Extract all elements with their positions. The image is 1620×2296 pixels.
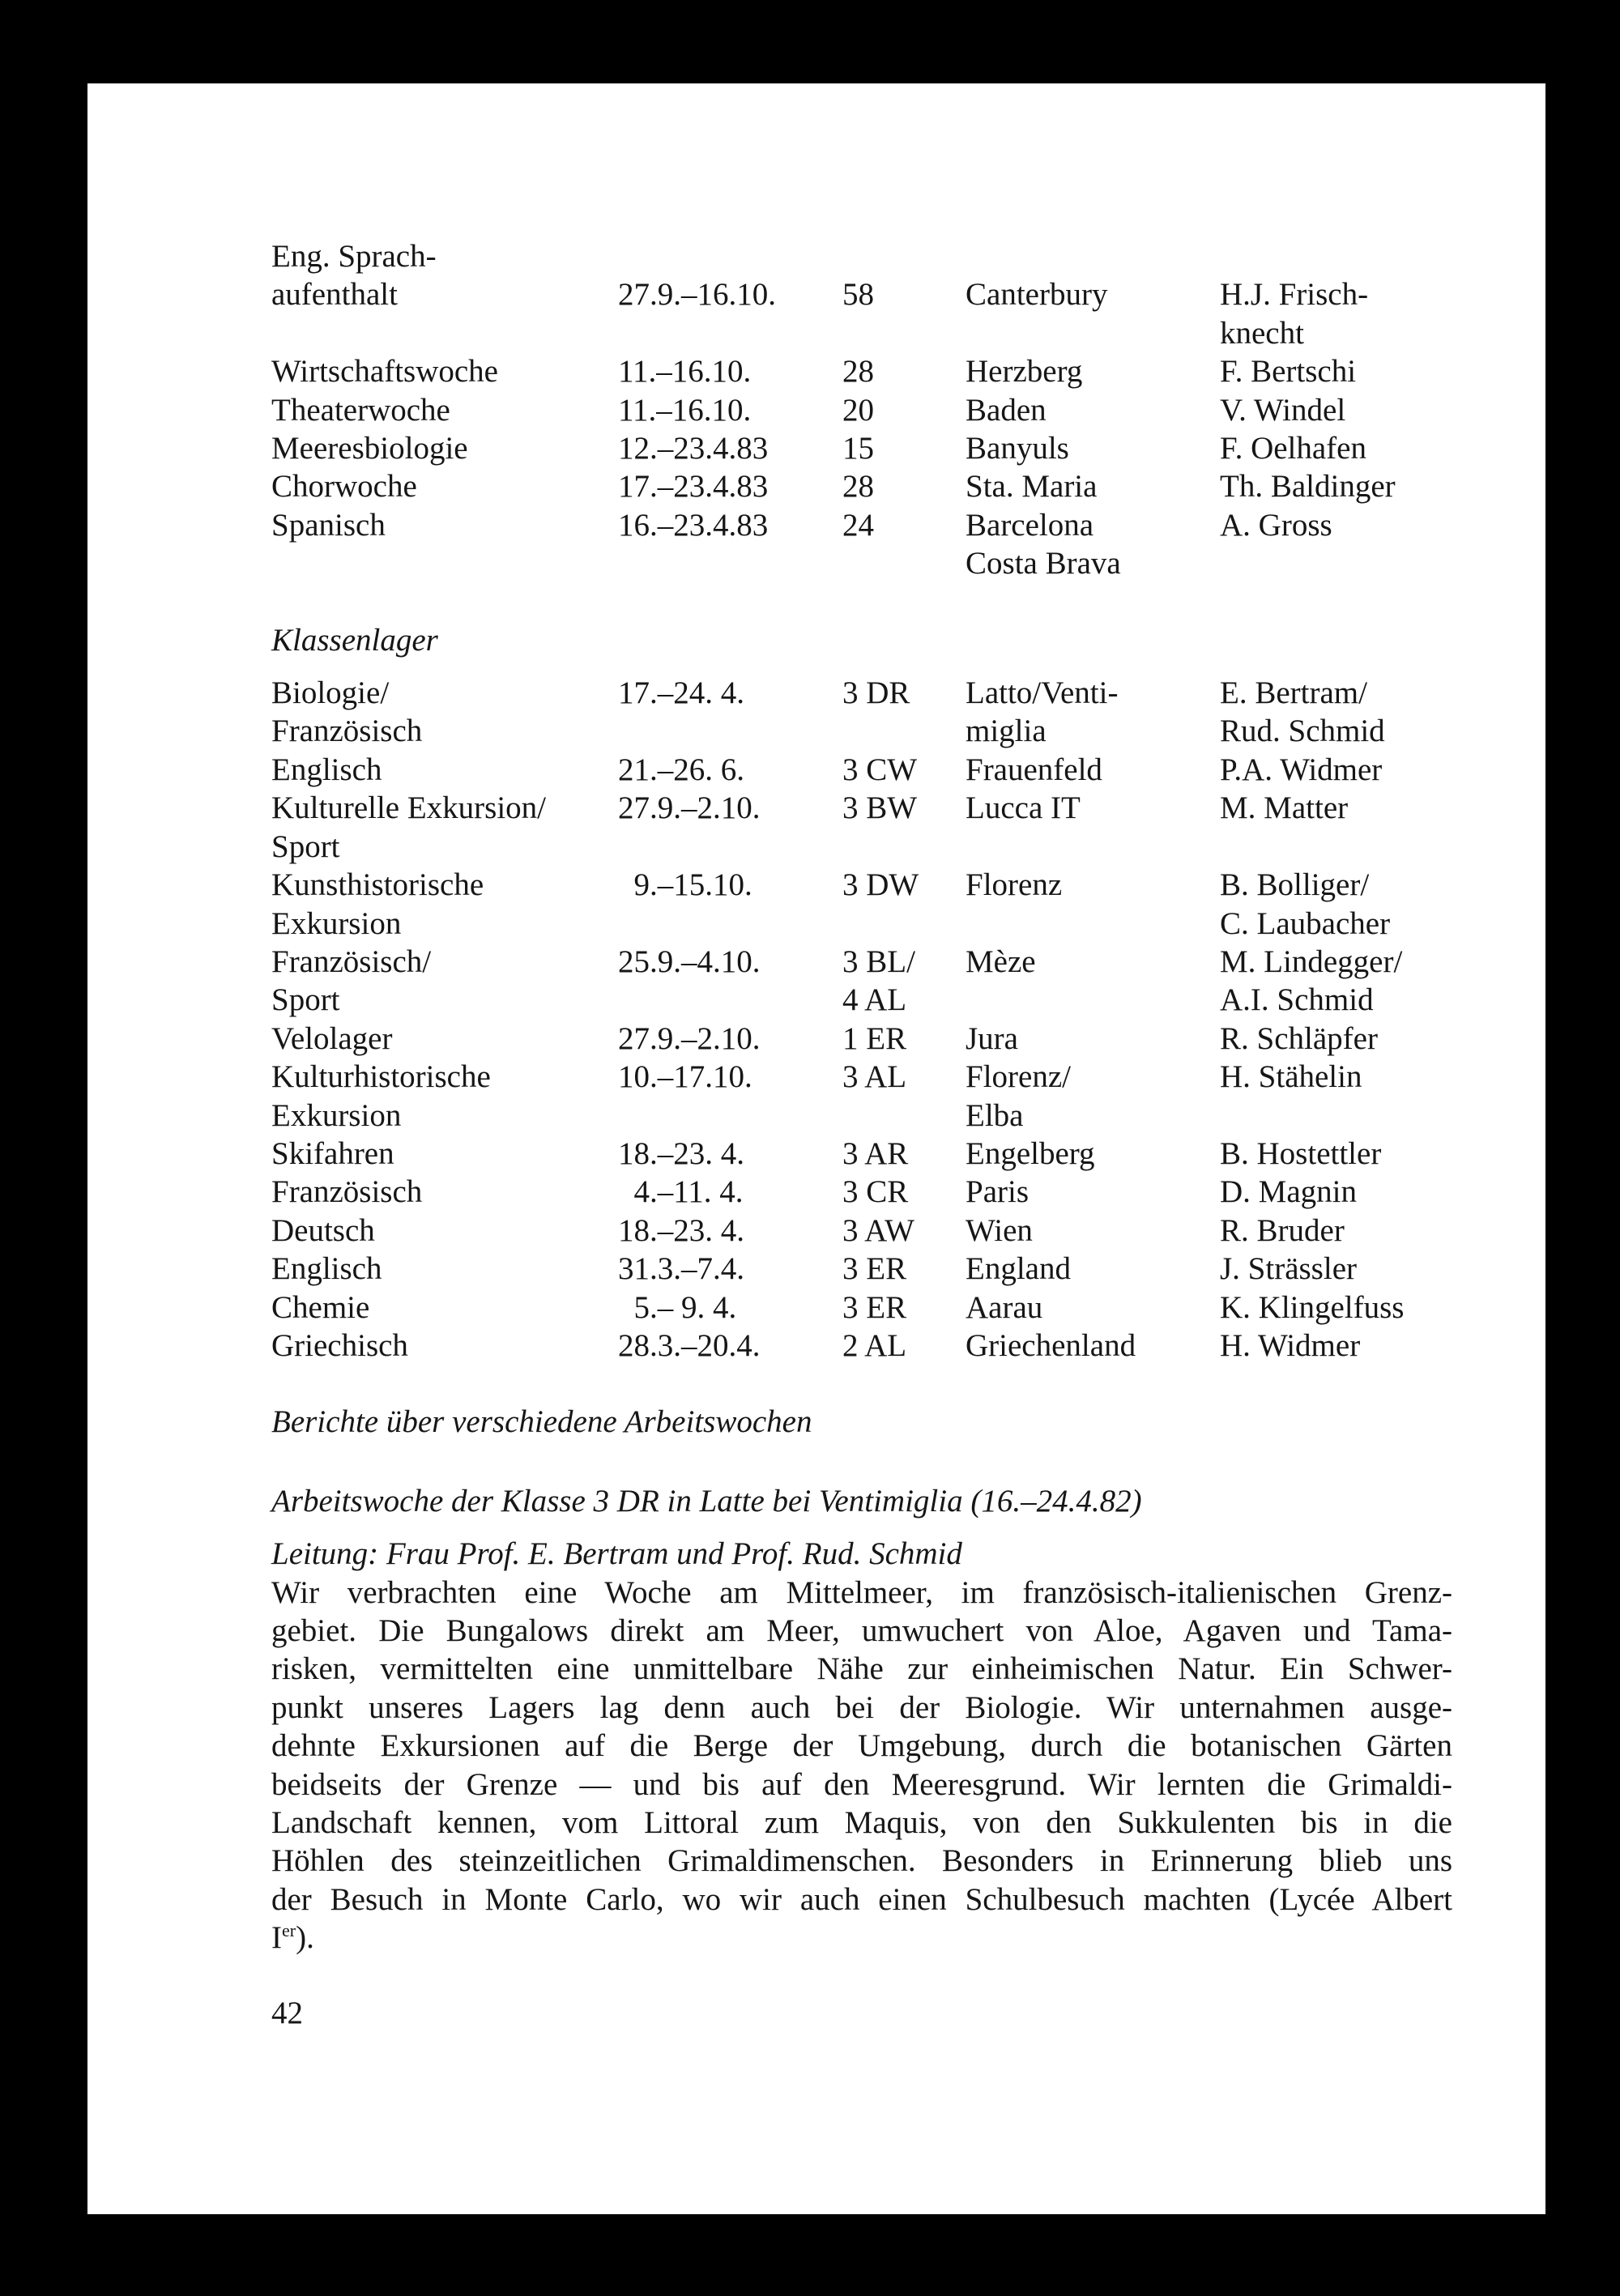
cell-c2 xyxy=(618,237,842,352)
cell-c4 xyxy=(966,943,1220,1020)
cell-line: 27.9.–2.10. xyxy=(618,1020,761,1056)
cell-c3 xyxy=(842,1212,966,1250)
cell-c3 xyxy=(842,1289,966,1327)
cell-line: E. Bertram/ xyxy=(1220,675,1367,711)
cell-line: 11.–16.10. xyxy=(618,392,752,428)
cell-line: 4.–11. 4. xyxy=(618,1174,744,1210)
paragraph-line: punkt unseres Lagers lag denn auch bei der Biologie. Wir unternahmen ausge- xyxy=(271,1689,1452,1725)
cell-c1 xyxy=(271,1058,618,1135)
cell-line: Latto/Venti- xyxy=(966,675,1119,711)
cell-line: 18.–23. 4. xyxy=(618,1212,744,1248)
cell-line: B. Hostettler xyxy=(1220,1135,1382,1171)
table-row xyxy=(271,674,1452,751)
cell-c2 xyxy=(618,1327,842,1365)
cell-line: M. Lindegger/ xyxy=(1220,944,1403,979)
report-paragraph xyxy=(271,1574,1452,1957)
cell-line: Theaterwoche xyxy=(271,392,450,428)
cell-c2 xyxy=(618,789,842,866)
cell-c4 xyxy=(966,866,1220,943)
cell-c3 xyxy=(842,1020,966,1058)
cell-line: 27.9.–2.10. xyxy=(618,790,761,826)
cell-line: Exkursion xyxy=(271,905,402,941)
cell-line: Französisch/ xyxy=(271,944,432,979)
cell-c5 xyxy=(1220,352,1452,390)
cell-line: Skifahren xyxy=(271,1135,394,1171)
cell-line: Sta. Maria xyxy=(966,469,1098,505)
cell-c4 xyxy=(966,429,1220,467)
cell-c3 xyxy=(842,674,966,751)
cell-line: 1 ER xyxy=(842,1020,907,1056)
cell-line xyxy=(1220,237,1452,275)
cell-line xyxy=(966,237,1220,275)
report-lead: Leitung: Frau Prof. E. Bertram und Prof. Rud. Schmid xyxy=(271,1536,962,1572)
table-row xyxy=(271,866,1452,943)
paragraph-line: risken, vermittelten eine unmittelbare Nähe zur einheimischen Natur. Ein Schwer- xyxy=(271,1651,1452,1687)
report-title: Arbeitswoche der Klasse 3 DR in Latte bei Ventimiglia (16.–24.4.82) xyxy=(271,1483,1142,1519)
table-row xyxy=(271,1173,1452,1211)
cell-line: F. Oelhafen xyxy=(1220,431,1366,466)
cell-line: F. Bertschi xyxy=(1220,354,1357,390)
text: I xyxy=(271,1920,282,1956)
cell-c3 xyxy=(842,866,966,943)
cell-c2 xyxy=(618,1058,842,1135)
cell-c1 xyxy=(271,506,618,583)
paragraph-line: Wir verbrachten eine Woche am Mittelmeer, im französisch-italienischen Grenz- xyxy=(271,1574,1452,1610)
cell-line: Lucca IT xyxy=(966,790,1081,826)
table-row xyxy=(271,1212,1452,1250)
cell-line: Englisch xyxy=(271,1251,382,1287)
cell-line: Rud. Schmid xyxy=(1220,714,1385,749)
cell-c2 xyxy=(618,1020,842,1058)
cell-line: Aarau xyxy=(966,1289,1043,1325)
cell-c4 xyxy=(966,789,1220,866)
cell-line: 3 AR xyxy=(842,1135,909,1171)
cell-line: 3 DR xyxy=(842,675,910,711)
cell-c4 xyxy=(966,1212,1220,1250)
cell-c4 xyxy=(966,1289,1220,1327)
cell-c5 xyxy=(1220,789,1452,866)
table-row xyxy=(271,789,1452,866)
table-row xyxy=(271,1135,1452,1173)
cell-c2 xyxy=(618,429,842,467)
cell-line: 3 DW xyxy=(842,867,919,903)
cell-c5 xyxy=(1220,943,1452,1020)
cell-line: H. Stähelin xyxy=(1220,1059,1362,1095)
cell-c1 xyxy=(271,789,618,866)
paragraph-line: der Besuch in Monte Carlo, wo wir auch einen Schulbesuch machten (Lycée Albert xyxy=(271,1881,1452,1917)
cell-line: 10.–17.10. xyxy=(618,1059,752,1095)
table-row xyxy=(271,1250,1452,1288)
cell-c5 xyxy=(1220,237,1452,352)
cell-c5 xyxy=(1220,1250,1452,1288)
document-page xyxy=(87,83,1545,2214)
cell-line: Sport xyxy=(271,982,340,1018)
cell-line: 12.–23.4.83 xyxy=(618,431,769,466)
cell-c2 xyxy=(618,866,842,943)
cell-c1 xyxy=(271,1135,618,1173)
cell-c1 xyxy=(271,1327,618,1365)
cell-c5 xyxy=(1220,429,1452,467)
cell-line: aufenthalt xyxy=(271,277,398,313)
cell-line: 3 BW xyxy=(842,790,918,826)
cell-c5 xyxy=(1220,1289,1452,1327)
cell-line: H. Widmer xyxy=(1220,1327,1361,1363)
section-heading-klassenlager: Klassenlager xyxy=(271,622,438,658)
cell-line: Sport xyxy=(271,829,340,864)
cell-c4 xyxy=(966,1327,1220,1365)
cell-line: H.J. Frisch- xyxy=(1220,277,1369,313)
cell-line: C. Laubacher xyxy=(1220,905,1391,941)
cell-line: Kunsthistorische xyxy=(271,867,484,903)
cell-c5 xyxy=(1220,467,1452,505)
cell-c3 xyxy=(842,1058,966,1135)
cell-line xyxy=(842,237,966,275)
cell-line: R. Bruder xyxy=(1220,1212,1345,1248)
cell-line: Spanisch xyxy=(271,507,386,543)
page-content xyxy=(271,237,1452,2032)
cell-c4 xyxy=(966,1173,1220,1211)
cell-c1 xyxy=(271,429,618,467)
cell-line: Eng. Sprach- xyxy=(271,239,437,274)
cell-line: Canterbury xyxy=(966,277,1108,313)
cell-c5 xyxy=(1220,751,1452,789)
cell-c4 xyxy=(966,1135,1220,1173)
cell-line: 5.– 9. 4. xyxy=(618,1289,737,1325)
cell-c2 xyxy=(618,1289,842,1327)
cell-line: Banyuls xyxy=(966,431,1069,466)
cell-c1 xyxy=(271,391,618,429)
cell-c3 xyxy=(842,352,966,390)
cell-c1 xyxy=(271,467,618,505)
cell-line: 28 xyxy=(842,354,874,390)
cell-line: Griechenland xyxy=(966,1327,1136,1363)
cell-line: Mèze xyxy=(966,944,1036,979)
table-row xyxy=(271,352,1452,390)
cell-line: Frauenfeld xyxy=(966,752,1102,787)
cell-c1 xyxy=(271,237,618,352)
cell-c1 xyxy=(271,943,618,1020)
cell-c1 xyxy=(271,352,618,390)
cell-line: A.I. Schmid xyxy=(1220,982,1374,1018)
cell-c5 xyxy=(1220,1020,1452,1058)
cell-c3 xyxy=(842,1250,966,1288)
cell-line: 3 CW xyxy=(842,752,918,787)
cell-c4 xyxy=(966,506,1220,583)
cell-c3 xyxy=(842,506,966,583)
cell-c1 xyxy=(271,1250,618,1288)
cell-line: Französisch xyxy=(271,714,423,749)
section-heading-berichte: Berichte über verschiedene Arbeitswochen xyxy=(271,1404,812,1440)
cell-line: 17.–24. 4. xyxy=(618,675,744,711)
cell-c1 xyxy=(271,1212,618,1250)
cell-c2 xyxy=(618,391,842,429)
cell-c2 xyxy=(618,943,842,1020)
cell-c5 xyxy=(1220,1327,1452,1365)
cell-c5 xyxy=(1220,866,1452,943)
cell-line: Florenz/ xyxy=(966,1059,1071,1095)
paragraph-line: beidseits der Grenze — und bis auf den Meeresgrund. Wir lernten die Grimaldi- xyxy=(271,1766,1452,1802)
cell-c1 xyxy=(271,751,618,789)
cell-c2 xyxy=(618,467,842,505)
cell-c2 xyxy=(618,1135,842,1173)
cell-line: Chorwoche xyxy=(271,469,417,505)
cell-line: Wirtschaftswoche xyxy=(271,354,498,390)
cell-line: 25.9.–4.10. xyxy=(618,944,761,979)
table-row xyxy=(271,1020,1452,1058)
cell-line: A. Gross xyxy=(1220,507,1332,543)
cell-c3 xyxy=(842,943,966,1020)
cell-c5 xyxy=(1220,506,1452,583)
cell-c3 xyxy=(842,1327,966,1365)
cell-line: Französisch xyxy=(271,1174,423,1210)
klassenlager-table xyxy=(271,674,1452,1365)
cell-line: 9.–15.10. xyxy=(618,867,752,903)
cell-line: M. Matter xyxy=(1220,790,1349,826)
cell-line: Chemie xyxy=(271,1289,370,1325)
cell-line: 3 AL xyxy=(842,1059,907,1095)
cell-c1 xyxy=(271,674,618,751)
cell-line xyxy=(618,237,842,275)
cell-line: Barcelona xyxy=(966,507,1094,543)
cell-line: 28.3.–20.4. xyxy=(618,1327,761,1363)
table-row xyxy=(271,943,1452,1020)
cell-c3 xyxy=(842,391,966,429)
cell-line: 3 ER xyxy=(842,1251,907,1287)
cell-line: 11.–16.10. xyxy=(618,354,752,390)
cell-line: Velolager xyxy=(271,1020,393,1056)
paragraph-line: gebiet. Die Bungalows direkt am Meer, umwuchert von Aloe, Agaven und Tama- xyxy=(271,1613,1452,1648)
cell-c3 xyxy=(842,237,966,352)
superscript: er xyxy=(282,1920,296,1941)
cell-line: 27.9.–16.10. xyxy=(618,277,776,313)
cell-c5 xyxy=(1220,674,1452,751)
cell-c1 xyxy=(271,1020,618,1058)
cell-line: D. Magnin xyxy=(1220,1174,1357,1210)
cell-c4 xyxy=(966,237,1220,352)
cell-c5 xyxy=(1220,1058,1452,1135)
cell-line: Griechisch xyxy=(271,1327,408,1363)
table-row xyxy=(271,1327,1452,1365)
cell-line: 20 xyxy=(842,392,874,428)
cell-line: Jura xyxy=(966,1020,1018,1056)
cell-c4 xyxy=(966,674,1220,751)
cell-c1 xyxy=(271,866,618,943)
paragraph-line: Landschaft kennen, vom Littoral zum Maquis, von den Sukkulenten bis in die xyxy=(271,1805,1452,1841)
cell-c1 xyxy=(271,1289,618,1327)
cell-c3 xyxy=(842,789,966,866)
cell-line: K. Klingelfuss xyxy=(1220,1289,1405,1325)
cell-line: P.A. Widmer xyxy=(1220,752,1383,787)
cell-line: 18.–23. 4. xyxy=(618,1135,744,1171)
cell-line: Englisch xyxy=(271,752,382,787)
table-row xyxy=(271,751,1452,789)
cell-line: 16.–23.4.83 xyxy=(618,507,769,543)
cell-c5 xyxy=(1220,1212,1452,1250)
cell-line: Elba xyxy=(966,1097,1024,1133)
paragraph-line: Höhlen des steinzeitlichen Grimaldimenschen. Besonders in Erinnerung blieb uns xyxy=(271,1843,1452,1879)
cell-line: 3 BL/ xyxy=(842,944,915,979)
paragraph-line xyxy=(271,1919,1452,1957)
page-number: 42 xyxy=(271,1995,303,2030)
cell-c2 xyxy=(618,1173,842,1211)
table-row xyxy=(271,429,1452,467)
cell-line: 24 xyxy=(842,507,874,543)
cell-c3 xyxy=(842,751,966,789)
cell-c1 xyxy=(271,1173,618,1211)
cell-line: 3 CR xyxy=(842,1174,909,1210)
table-row xyxy=(271,1289,1452,1327)
cell-line: Meeresbiologie xyxy=(271,431,468,466)
cell-c4 xyxy=(966,1250,1220,1288)
cell-line: B. Bolliger/ xyxy=(1220,867,1370,903)
cell-c2 xyxy=(618,1250,842,1288)
cell-line: 4 AL xyxy=(842,982,907,1018)
text: ). xyxy=(296,1920,314,1956)
cell-line: Biologie/ xyxy=(271,675,390,711)
cell-line: 58 xyxy=(842,277,874,313)
table-row xyxy=(271,391,1452,429)
cell-line: Deutsch xyxy=(271,1212,375,1248)
cell-c5 xyxy=(1220,1135,1452,1173)
cell-line: Th. Baldinger xyxy=(1220,469,1396,505)
cell-line: 21.–26. 6. xyxy=(618,752,744,787)
table-row xyxy=(271,467,1452,505)
cell-line: Baden xyxy=(966,392,1047,428)
cell-line: 3 ER xyxy=(842,1289,907,1325)
cell-c2 xyxy=(618,352,842,390)
cell-line: J. Strässler xyxy=(1220,1251,1357,1287)
table-row xyxy=(271,237,1452,352)
cell-line: R. Schläpfer xyxy=(1220,1020,1378,1056)
cell-line: knecht xyxy=(1220,315,1304,351)
paragraph-line: dehnte Exkursionen auf die Berge der Umgebung, durch die botanischen Gärten xyxy=(271,1728,1452,1764)
cell-line: Kulturelle Exkursion/ xyxy=(271,790,547,826)
cell-line: Engelberg xyxy=(966,1135,1095,1171)
cell-line: miglia xyxy=(966,714,1047,749)
table-row xyxy=(271,1058,1452,1135)
cell-line: Costa Brava xyxy=(966,546,1121,581)
cell-c4 xyxy=(966,751,1220,789)
cell-c3 xyxy=(842,1173,966,1211)
cell-line: 31.3.–7.4. xyxy=(618,1251,744,1287)
cell-c5 xyxy=(1220,391,1452,429)
cell-c3 xyxy=(842,1135,966,1173)
cell-line: 15 xyxy=(842,431,874,466)
cell-line: V. Windel xyxy=(1220,392,1346,428)
cell-c2 xyxy=(618,751,842,789)
cell-line: England xyxy=(966,1251,1071,1287)
cell-line: Wien xyxy=(966,1212,1033,1248)
cell-line: Paris xyxy=(966,1174,1029,1210)
cell-line: Florenz xyxy=(966,867,1063,903)
cell-c4 xyxy=(966,352,1220,390)
cell-c2 xyxy=(618,674,842,751)
cell-line: Kulturhistorische xyxy=(271,1059,491,1095)
cell-line: 17.–23.4.83 xyxy=(618,469,769,505)
cell-c4 xyxy=(966,1058,1220,1135)
cell-c2 xyxy=(618,1212,842,1250)
cell-line: 3 AW xyxy=(842,1212,914,1248)
cell-c2 xyxy=(618,506,842,583)
activity-table xyxy=(271,237,1452,583)
cell-c4 xyxy=(966,391,1220,429)
cell-line: Herzberg xyxy=(966,354,1083,390)
cell-c4 xyxy=(966,1020,1220,1058)
table-row xyxy=(271,506,1452,583)
cell-c3 xyxy=(842,467,966,505)
cell-line: 2 AL xyxy=(842,1327,907,1363)
cell-line: 28 xyxy=(842,469,874,505)
cell-c3 xyxy=(842,429,966,467)
cell-c4 xyxy=(966,467,1220,505)
cell-c5 xyxy=(1220,1173,1452,1211)
cell-line: Exkursion xyxy=(271,1097,402,1133)
